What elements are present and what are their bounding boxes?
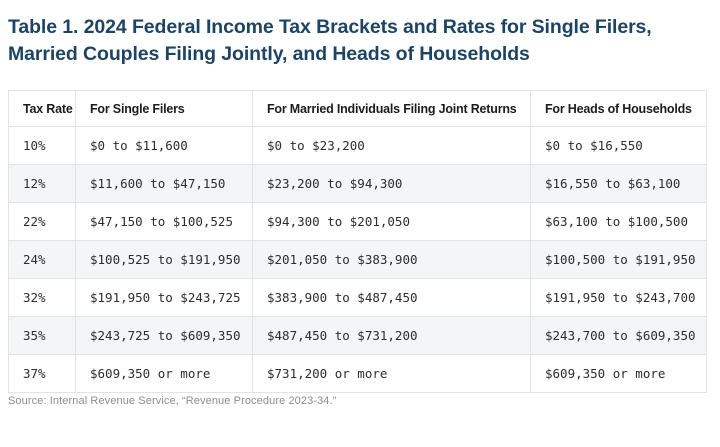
source-citation: Source: Internal Revenue Service, “Revenue Procedure 2023-34.” [8,395,337,407]
cell-tax-rate: 37% [9,355,76,393]
table-row [9,127,707,165]
tax-brackets-table [8,90,707,393]
cell-tax-rate: 10% [9,127,76,165]
table-row [9,317,707,355]
cell-bracket-range: $609,350 or more [531,355,707,393]
column-header-tax-rate: Tax Rate [9,91,76,127]
cell-bracket-range: $23,200 to $94,300 [253,165,531,203]
cell-bracket-range: $191,950 to $243,725 [76,279,253,317]
cell-bracket-range: $0 to $11,600 [76,127,253,165]
table-row [9,355,707,393]
cell-bracket-range: $63,100 to $100,500 [531,203,707,241]
column-header-married-joint: For Married Individuals Filing Joint Returns [253,91,531,127]
cell-tax-rate: 22% [9,203,76,241]
cell-bracket-range: $731,200 or more [253,355,531,393]
cell-tax-rate: 12% [9,165,76,203]
tax-table-body [9,127,707,393]
cell-bracket-range: $16,550 to $63,100 [531,165,707,203]
cell-bracket-range: $609,350 or more [76,355,253,393]
table-row [9,279,707,317]
cell-tax-rate: 24% [9,241,76,279]
cell-bracket-range: $100,525 to $191,950 [76,241,253,279]
table-title: Table 1. 2024 Federal Income Tax Brackets and Rates for Single Filers, Married Couples Filing Jointly, and Heads of Households [8,16,652,66]
column-header-heads-of-households: For Heads of Households [531,91,707,127]
cell-bracket-range: $383,900 to $487,450 [253,279,531,317]
cell-bracket-range: $191,950 to $243,700 [531,279,707,317]
header-row [9,91,707,127]
table-row [9,165,707,203]
cell-tax-rate: 32% [9,279,76,317]
cell-bracket-range: $100,500 to $191,950 [531,241,707,279]
column-header-single-filers: For Single Filers [76,91,253,127]
cell-bracket-range: $94,300 to $201,050 [253,203,531,241]
cell-bracket-range: $47,150 to $100,525 [76,203,253,241]
cell-bracket-range: $0 to $16,550 [531,127,707,165]
table-header [9,91,707,127]
cell-tax-rate: 35% [9,317,76,355]
cell-bracket-range: $243,700 to $609,350 [531,317,707,355]
cell-bracket-range: $201,050 to $383,900 [253,241,531,279]
cell-bracket-range: $0 to $23,200 [253,127,531,165]
table-row [9,241,707,279]
table-row [9,203,707,241]
cell-bracket-range: $243,725 to $609,350 [76,317,253,355]
cell-bracket-range: $487,450 to $731,200 [253,317,531,355]
cell-bracket-range: $11,600 to $47,150 [76,165,253,203]
